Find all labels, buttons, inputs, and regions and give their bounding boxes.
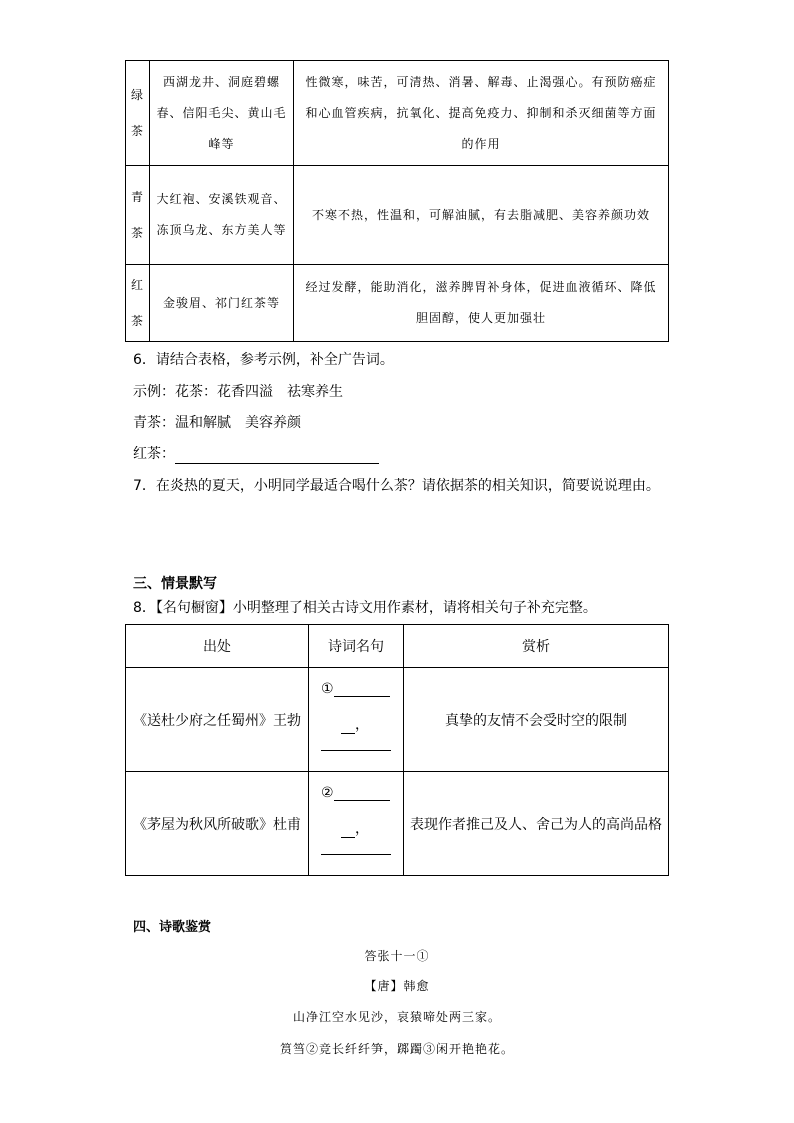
poem-line-2: 筼筜②竞长纤纤笋，踯躅③闲开艳艳花。 xyxy=(279,1042,514,1056)
tea-kind-cell: 红茶 xyxy=(126,265,150,342)
poem-table-header xyxy=(126,625,669,668)
answer-blank[interactable] xyxy=(334,680,390,697)
answer-blank[interactable] xyxy=(341,821,355,838)
appreciation-cell: 表现作者推己及人、舍己为人的高尚品格 xyxy=(404,772,669,876)
q7-prompt: 7．在炎热的夏天，小明同学最适合喝什么茶？请依据茶的相关知识，简要说说理由。 xyxy=(133,478,660,494)
circle-two-marker: ② xyxy=(321,784,334,801)
source-cell: 《茅屋为秋风所破歌》杜甫 xyxy=(126,772,309,876)
verse-cell xyxy=(309,772,404,876)
q6-example: 示例：花茶：花香四溢 祛寒养生 xyxy=(133,384,343,400)
verse-cell xyxy=(309,668,404,772)
answer-blank[interactable] xyxy=(321,750,391,751)
source-cell: 《送杜少府之任蜀州》王勃 xyxy=(126,668,309,772)
tea-row-oolong xyxy=(126,166,669,265)
appreciation-cell: 真挚的友情不会受时空的限制 xyxy=(404,668,669,772)
poem-title: 答张十一① xyxy=(364,949,430,963)
poem-table xyxy=(125,624,669,876)
tea-kind-cell: 青茶 xyxy=(126,166,150,265)
circle-one-marker: ① xyxy=(321,680,334,697)
tea-table xyxy=(125,60,669,342)
poem-line-1: 山净江空水见沙，哀猿啼处两三家。 xyxy=(292,1010,501,1024)
tea-kind-cell: 绿茶 xyxy=(126,61,150,166)
q8-prompt: 8．【名句橱窗】小明整理了相关古诗文用作素材，请将相关句子补充完整。 xyxy=(133,600,597,616)
tea-names-cell: 金骏眉、祁门红茶等 xyxy=(150,265,294,342)
tea-row-black xyxy=(126,265,669,342)
answer-blank[interactable] xyxy=(175,447,379,464)
tea-names-cell: 大红袍、安溪铁观音、冻顶乌龙、东方美人等 xyxy=(150,166,294,265)
answer-blank[interactable] xyxy=(321,854,391,855)
tea-effects-cell: 不寒不热，性温和，可解油腻，有去脂减肥、美容养颜功效 xyxy=(294,166,669,265)
header-source: 出处 xyxy=(126,625,309,668)
answer-blank[interactable] xyxy=(334,784,390,801)
comma: ， xyxy=(355,716,369,733)
header-appreciation: 赏析 xyxy=(404,625,669,668)
table-row xyxy=(126,668,669,772)
section-4-title: 四、诗歌鉴赏 xyxy=(133,920,212,935)
q6-red-tea-line xyxy=(133,444,379,464)
tea-effects-cell: 性微寒，味苦，可清热、消暑、解毒、止渴强心。有预防癌症和心血管疾病，抗氧化、提高免疫力、抑制和杀灭细菌等方面的作用 xyxy=(294,61,669,166)
section-3-title: 三、情景默写 xyxy=(133,576,217,592)
header-verse: 诗词名句 xyxy=(309,625,404,668)
q6-green-tea: 青茶：温和解腻 美容养颜 xyxy=(133,415,301,431)
table-row xyxy=(126,772,669,876)
q6-red-tea-label: 红茶： xyxy=(133,446,175,462)
tea-names-cell: 西湖龙井、洞庭碧螺春、信阳毛尖、黄山毛峰等 xyxy=(150,61,294,166)
tea-row-green xyxy=(126,61,669,166)
q6-prompt: 6．请结合表格，参考示例，补全广告词。 xyxy=(133,352,394,368)
poem-author: 【唐】韩愈 xyxy=(364,979,430,993)
answer-blank[interactable] xyxy=(341,717,355,734)
comma: ， xyxy=(355,820,369,837)
tea-effects-cell: 经过发酵，能助消化，滋养脾胃补身体，促进血液循环、降低胆固醇，使人更加强壮 xyxy=(294,265,669,342)
